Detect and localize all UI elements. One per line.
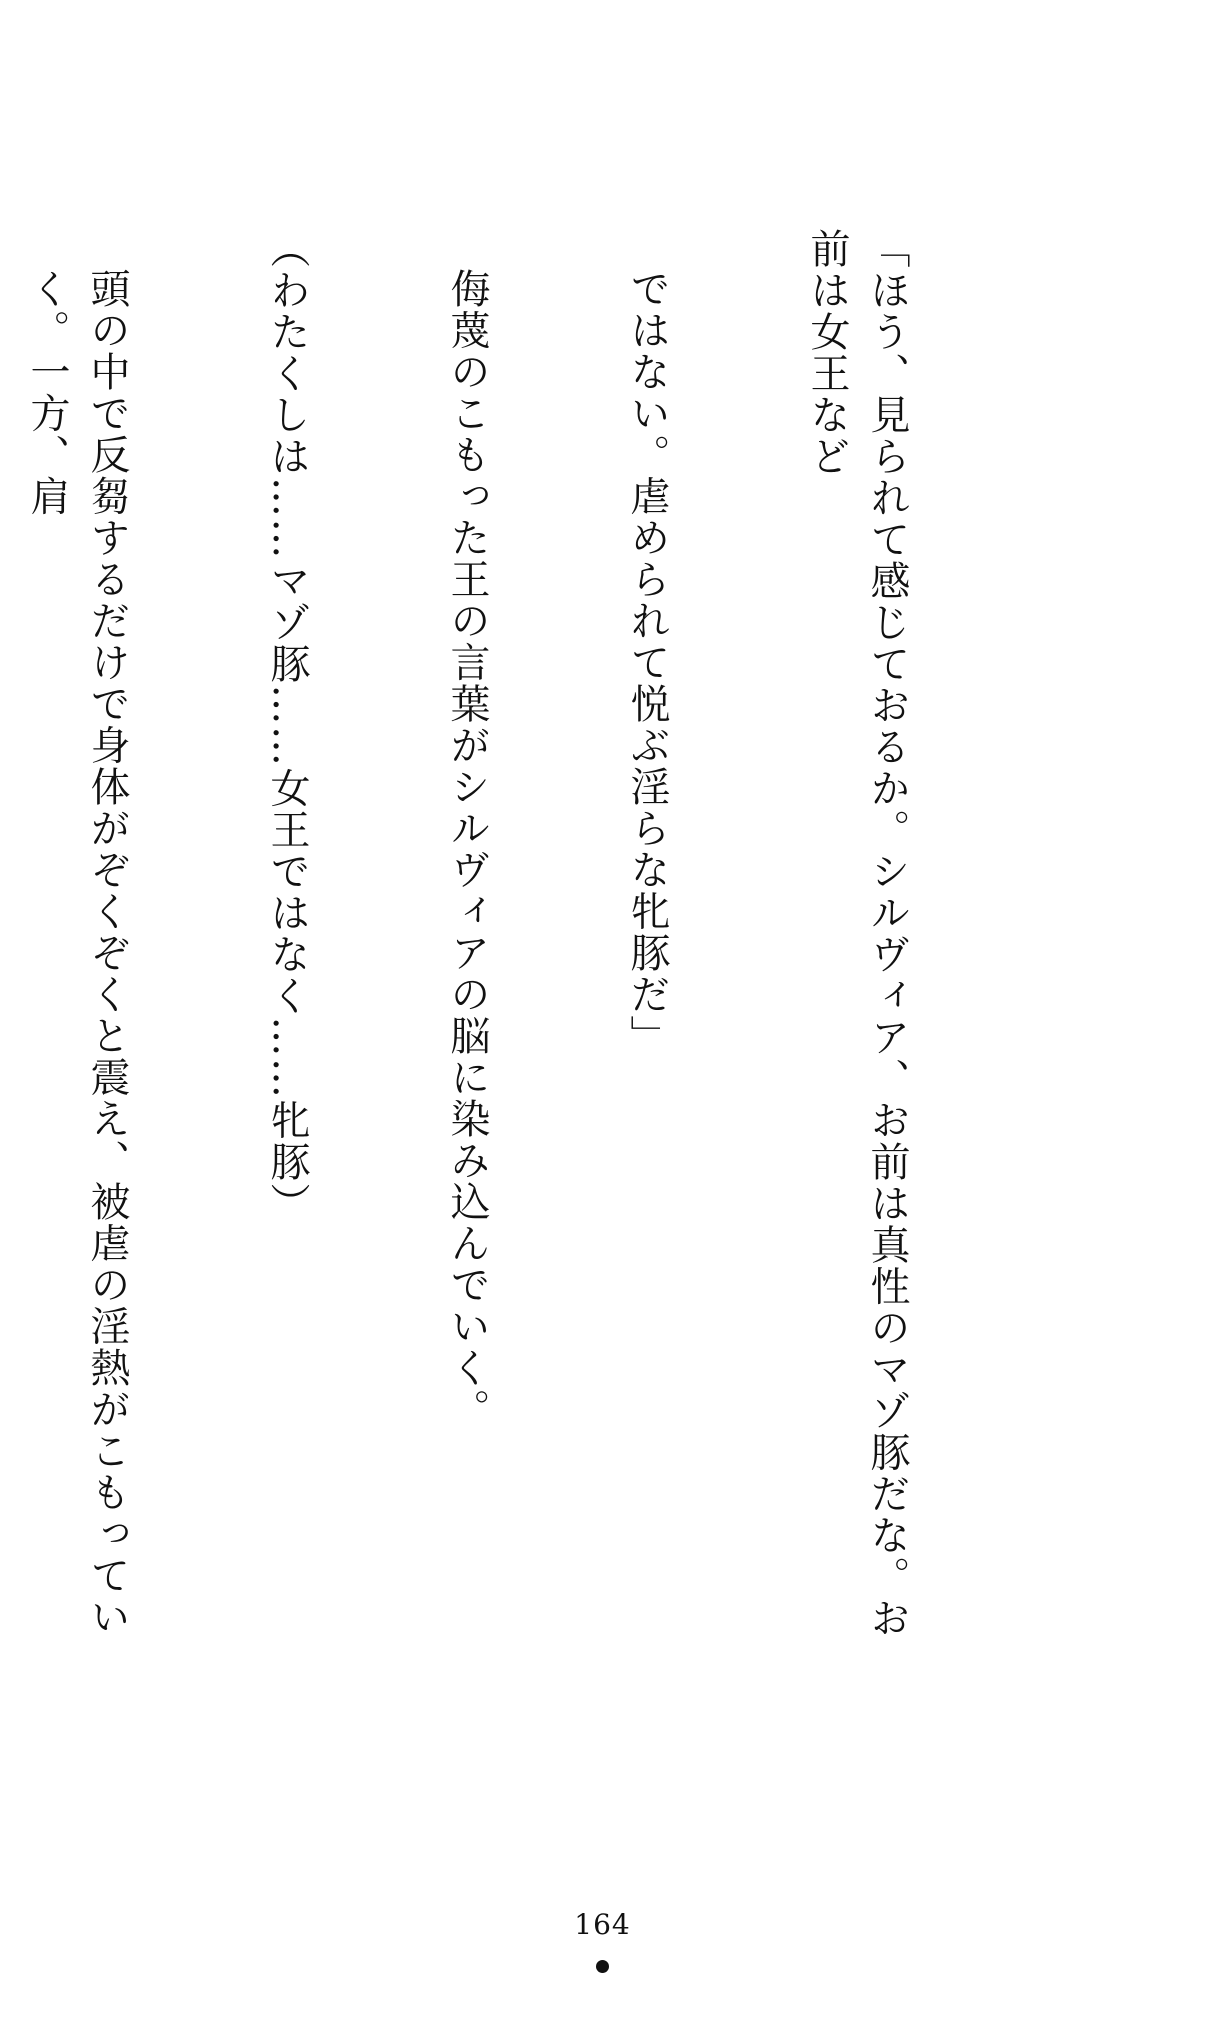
text-line: 侮蔑のこもった王の言葉がシルヴィアの脳に染み込んでいく。: [444, 268, 490, 1430]
page-marker-dot: [596, 1960, 609, 1973]
vertical-body-text: [0, 228, 1037, 1668]
text-line: 頭の中で反芻するだけで身体がぞくぞくと震え、被虐の淫熱がこもっていく。一方、肩: [24, 268, 130, 1638]
page-number: 164: [574, 1908, 631, 1941]
text-line: 「ほう、見られて感じておるか。シルヴィア、お前は真性のマゾ豚だな。お前は女王など: [804, 228, 910, 1639]
text-line: ではない。虐められて悦ぶ淫らな牝豚だ」: [624, 268, 670, 1057]
text-line: （わたくしは……マゾ豚……女王ではなく……牝豚）: [264, 228, 310, 1224]
